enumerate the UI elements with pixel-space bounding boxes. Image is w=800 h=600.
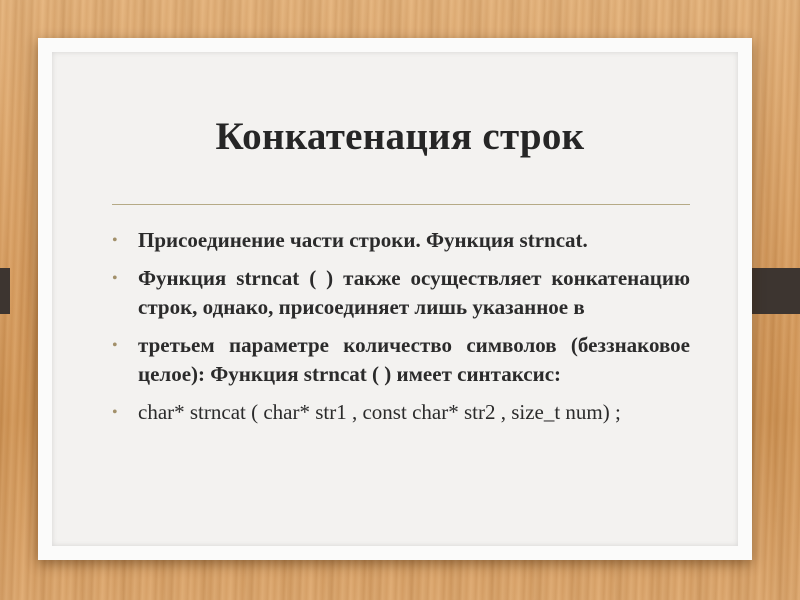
bullet-item: [112, 226, 690, 255]
slide-title: Конкатенация строк: [215, 115, 585, 158]
bullet-item: [112, 398, 690, 427]
bullet-list: [112, 226, 690, 436]
bullet-text: char* strncat ( char* str1 , const char* str2 , size_t num) ;: [138, 400, 621, 424]
bullet-text: Функция strncat ( ) также осуществляет конкатенацию строк, однако, присоединяет лишь указанное в: [138, 266, 690, 319]
bullet-marker-icon: •: [112, 232, 118, 249]
bullet-item: [112, 264, 690, 322]
left-edge-tab: [0, 268, 10, 314]
bullet-marker-icon: •: [112, 337, 118, 354]
bullet-item: [112, 331, 690, 389]
bullet-text: Присоединение части строки. Функция strncat.: [138, 228, 588, 252]
title-divider: [112, 204, 690, 205]
bullet-marker-icon: •: [112, 270, 118, 287]
bullet-marker-icon: •: [112, 404, 118, 421]
bullet-text: третьем параметре количество символов (беззнаковое целое): Функция strncat ( ) имеет синтаксис:: [138, 333, 690, 386]
